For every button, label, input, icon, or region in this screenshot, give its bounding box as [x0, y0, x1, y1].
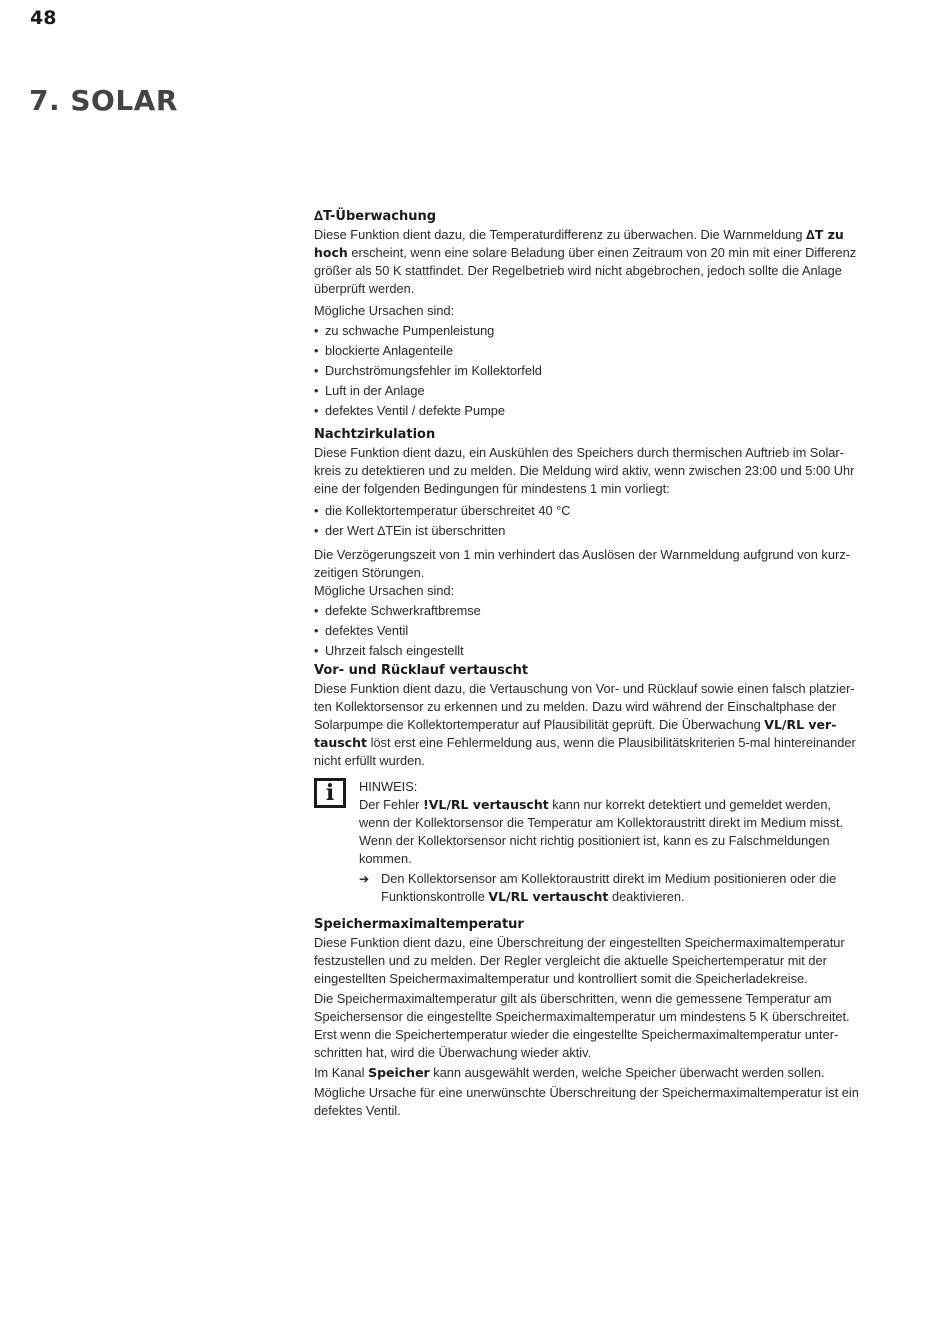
paragraph: Im Kanal Speicher kann ausgewählt werden, welche Speicher überwacht werden sollen. — [314, 1065, 825, 1080]
chapter-title: 7. SOLAR — [29, 84, 178, 117]
list-item: • zu schwache Pumpenleistung — [314, 323, 495, 338]
text: erscheint, wenn eine solare Beladung über einen Zeitraum von 20 min mit einer Differenz größer als 50 K stattfindet. Der Regelbetrieb wird nicht abgebrochen, jedoch sollte die Anlage überprüft werden. — [314, 245, 857, 296]
section-heading: Speichermaximaltemperatur — [314, 917, 524, 932]
list-item: • die Kollektortemperatur überschreitet 40 °C — [314, 503, 571, 518]
note-text: Der Fehler !VL/RL vertauscht kann nur korrekt detektiert und gemeldet werden, wenn der Kollektorsensor die Temperatur am Kollektoraustritt direkt im Medium misst. Wenn der Kollektorsensor nicht richtig positioniert ist, kann es zu Falschmeldungen kommen. — [359, 797, 844, 866]
bold-term: !VL/RL vertauscht — [423, 797, 549, 812]
list-item: • defektes Ventil — [314, 623, 409, 638]
text: Diese Funktion dient dazu, die Vertauschung von Vor- und Rücklauf sowie einen falsch platzierten Kollektorsensor zu erkennen und zu melden. Dazu wird während der Einschaltphase der Solarpumpe die Kollektortemperatur auf Plausibilität geprüft. Die Überwachung — [314, 681, 855, 732]
action-step — [359, 870, 859, 906]
text: Diese Funktion dient dazu, die Temperaturdifferenz zu überwachen. Die Warnmeldung — [314, 227, 807, 242]
note-label: HINWEIS: — [359, 779, 418, 794]
paragraph: Die Verzögerungszeit von 1 min verhindert das Auslösen der Warnmeldung aufgrund von kurzzeitigen Störungen. — [314, 547, 850, 580]
bold-term: ∆T zu hoch — [314, 227, 844, 260]
list-item: • defekte Schwerkraftbremse — [314, 603, 481, 618]
list-item: • Uhrzeit falsch eingestellt — [314, 643, 464, 658]
section-heading: ∆T-Überwachung — [314, 209, 437, 224]
causes-intro: Mögliche Ursachen sind: — [314, 303, 455, 318]
flow-return-swapped-section — [314, 662, 859, 906]
paragraph — [314, 680, 859, 770]
note-body — [359, 778, 859, 906]
list-item: • defektes Ventil / defekte Pumpe — [314, 403, 505, 418]
list-item: • Durchströmungsfehler im Kollektorfeld — [314, 363, 542, 378]
causes-list — [314, 322, 859, 420]
bold-term: VL/RL vertauscht — [488, 889, 609, 904]
bold-term: VL/RL vertauscht — [314, 717, 837, 750]
bold-term: Speicher — [368, 1065, 430, 1080]
list-item: • Luft in der Anlage — [314, 383, 425, 398]
paragraph: Die Speichermaximaltemperatur gilt als überschritten, wenn die gemessene Temperatur am Speichersensor die eingestellte Speichermaximaltemperatur um mindestens 5 K überschreitet. Erst wenn die Speichertemperatur wieder die eingestellte Speichermaximaltemperatur unterschritten hat, wird die Überwachung wieder aktiv. — [314, 991, 850, 1060]
action-text: Den Kollektorsensor am Kollektoraustritt direkt im Medium positionieren oder die Funktionskontrolle VL/RL vertauscht deaktivieren. — [381, 871, 837, 904]
content-column — [314, 208, 859, 1120]
conditions-list — [314, 502, 859, 540]
list-item: • blockierte Anlagenteile — [314, 343, 454, 358]
causes-intro: Mögliche Ursachen sind: — [314, 583, 455, 598]
page-number: 48 — [30, 7, 57, 29]
night-circulation-section — [314, 426, 859, 660]
list-item: • der Wert ∆TEin ist überschritten — [314, 523, 506, 538]
paragraph: Diese Funktion dient dazu, eine Überschreitung der eingestellten Speichermaximaltemperatur festzustellen und zu melden. Der Regler vergleicht die aktuelle Speichertemperatur mit der eingestellten Speichermaximaltemperatur und kontrolliert somit die Speicherladekreise. — [314, 935, 845, 986]
section-heading: Vor- und Rücklauf vertauscht — [314, 663, 529, 678]
paragraph: Mögliche Ursache für eine unerwünschte Überschreitung der Speichermaximaltemperatur ist ein defektes Ventil. — [314, 1085, 859, 1118]
paragraph — [314, 226, 859, 298]
dt-monitoring-section — [314, 208, 859, 420]
causes-list — [314, 602, 859, 660]
arrow-right-icon: ➔ — [359, 872, 370, 886]
store-max-temperature-section — [314, 916, 859, 1120]
text: löst erst eine Fehlermeldung aus, wenn die Plausibilitätskriterien 5-mal hintereinander nicht erfüllt wurden. — [314, 735, 856, 768]
section-heading: Nachtzirkulation — [314, 427, 436, 442]
info-icon: i — [314, 778, 346, 808]
note-box — [314, 778, 859, 906]
paragraph: Diese Funktion dient dazu, ein Auskühlen des Speichers durch thermischen Auftrieb im Solarkreis zu detektieren und zu melden. Die Meldung wird aktiv, wenn zwischen 23:00 und 5:00 Uhr eine der folgenden Bedingungen für mindestens 1 min vorliegt: — [314, 445, 855, 496]
